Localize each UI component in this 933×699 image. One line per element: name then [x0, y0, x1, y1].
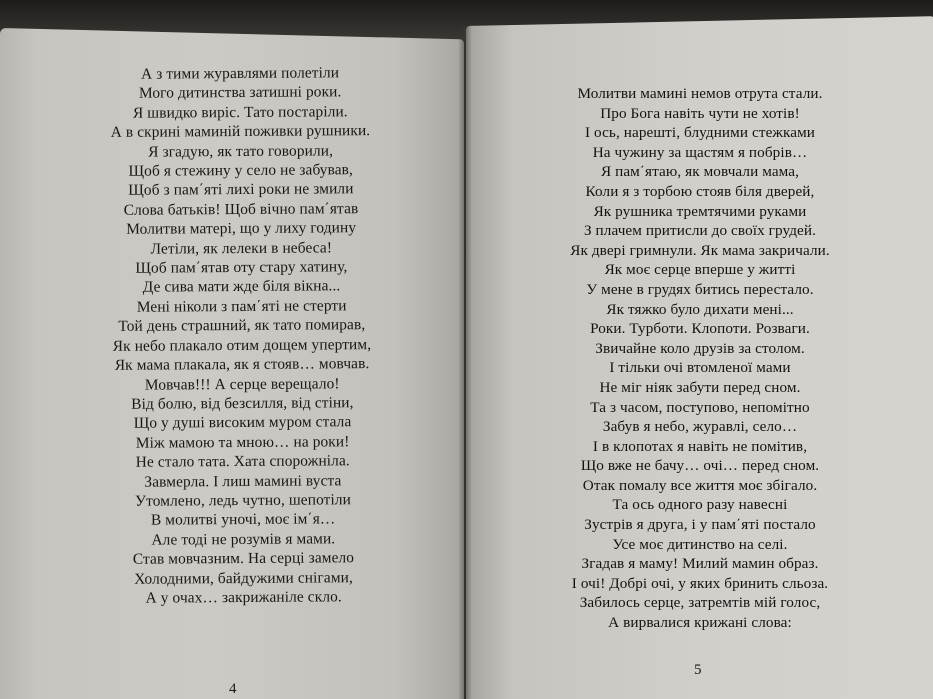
- poem-line: Як тяжко було дихати мені...: [606, 300, 794, 318]
- poem-line: Забилось серце, затремтів мій голос,: [579, 594, 821, 612]
- poem-line: І ось, нарешті, блудними стежками: [584, 124, 816, 142]
- poem-line: Як мама плакала, як я стояв… мовчав.: [114, 355, 370, 374]
- poem-line: Отак помалу все життя моє збігало.: [582, 476, 818, 494]
- poem-line: На чужину за щастям я побрів…: [592, 143, 808, 161]
- poem-line: Як рушника тремтячими руками: [593, 202, 807, 220]
- poem-line: А у очах… закрижаніле скло.: [145, 588, 342, 607]
- poem-line: Щоб з пам΄яті лихі роки не змили: [128, 180, 354, 200]
- poem-line: І в клопотах я навіть не помітив,: [592, 437, 808, 455]
- poem-line: Не міг ніяк забути перед сном.: [599, 378, 801, 396]
- poem-line: Між мамою та мною… на роки!: [135, 432, 350, 452]
- poem-line: Як небо плакало отим дощем упертим,: [112, 335, 372, 355]
- page-number-left: 4: [229, 681, 237, 697]
- poem-line: Щоб пам΄ятав оту стару хатину,: [135, 258, 348, 277]
- poem-line: Усе моє дитинство на селі.: [612, 535, 788, 553]
- poem-line: Коли я з торбою стояв біля дверей,: [585, 182, 815, 200]
- poem-line: Роки. Турботи. Клопоти. Розваги.: [590, 320, 810, 338]
- poem-line: Звичайне коло друзів за столом.: [595, 339, 805, 357]
- poem-line: Мовчав!!! А серце верещало!: [144, 374, 340, 394]
- poem-line: Як двері гримнули. Як мама закричали.: [570, 241, 830, 259]
- poem-line: Що у душі високим муром стала: [133, 413, 352, 433]
- right-page-poem: [490, 84, 910, 633]
- poem-line: Мого дитинства затишні роки.: [138, 83, 342, 103]
- poem-line: А з тими журавлями полетіли: [140, 64, 340, 83]
- poem-line: А вирвалися крижані слова:: [608, 614, 792, 632]
- poem-line: А в скрині маминій поживки рушники.: [110, 122, 371, 142]
- poem-line: У мене в грудях битись перестало.: [586, 280, 814, 298]
- poem-line: Слова батьків! Щоб вічно пам΄ятав: [123, 200, 359, 219]
- poem-line: Молитви мамині немов отрута стали.: [577, 85, 823, 102]
- poem-line: Та ось одного разу навесні: [612, 496, 788, 514]
- poem-line: Той день страшний, як тато помирав,: [118, 316, 366, 336]
- poem-line: Утомлено, ледь чутно, шепотіли: [135, 491, 352, 510]
- book-gutter: [458, 26, 472, 699]
- poem-line: Зустрів я друга, і у пам΄яті постало: [584, 516, 816, 534]
- poem-line: Але тоді не розумів я мами.: [151, 530, 336, 549]
- poem-line: Не стало тата. Хата спорожніла.: [135, 452, 350, 471]
- poem-line: З плачем притисли до своїх грудей.: [583, 222, 817, 240]
- page-number-right: 5: [694, 662, 702, 678]
- poem-line: Став мовчазним. На серці замело: [132, 549, 355, 568]
- poem-line: В молитві уночі, моє ім΄я…: [150, 510, 336, 529]
- poem-line: Молитви матері, що у лиху годину: [126, 219, 357, 239]
- poem-line: Летіли, як лелеки в небеса!: [150, 239, 333, 258]
- poem-line: Щоб я стежину у село не забував,: [128, 161, 354, 180]
- poem-line: Мені ніколи з пам΄яті не стерти: [136, 297, 347, 316]
- poem-line: Забув я небо, журавлі, село…: [602, 418, 798, 436]
- poem-line: Я швидко виріс. Тато постаріли.: [132, 103, 348, 122]
- poem-line: І тільки очі втомленої мами: [609, 359, 791, 377]
- poem-line: Холодними, байдужими снігами,: [134, 568, 353, 588]
- poem-line: Що вже не бачу… очі… перед сном.: [580, 457, 820, 475]
- poem-line: Я пам΄ятаю, як мовчали мама,: [600, 163, 800, 181]
- left-page-poem: [40, 63, 444, 609]
- poem-line: І очі! Добрі очі, у яких бринить сльоза.: [571, 574, 829, 592]
- poem-line: Та з часом, поступово, непомітно: [590, 398, 810, 416]
- poem-line: Згадав я маму! Милий мамин образ.: [581, 555, 819, 573]
- poem-line: Про Бога навіть чути не хотів!: [600, 104, 800, 122]
- poem-line: Де сива мати жде біля вікна...: [142, 277, 341, 297]
- poem-line: Від болю, від безсилля, від стіни,: [131, 394, 354, 413]
- poem-line: Як моє серце вперше у житті: [604, 261, 796, 279]
- poem-line: Я згадую, як тато говорили,: [148, 141, 334, 161]
- poem-line: Завмерла. І лиш мамині вуста: [144, 471, 342, 491]
